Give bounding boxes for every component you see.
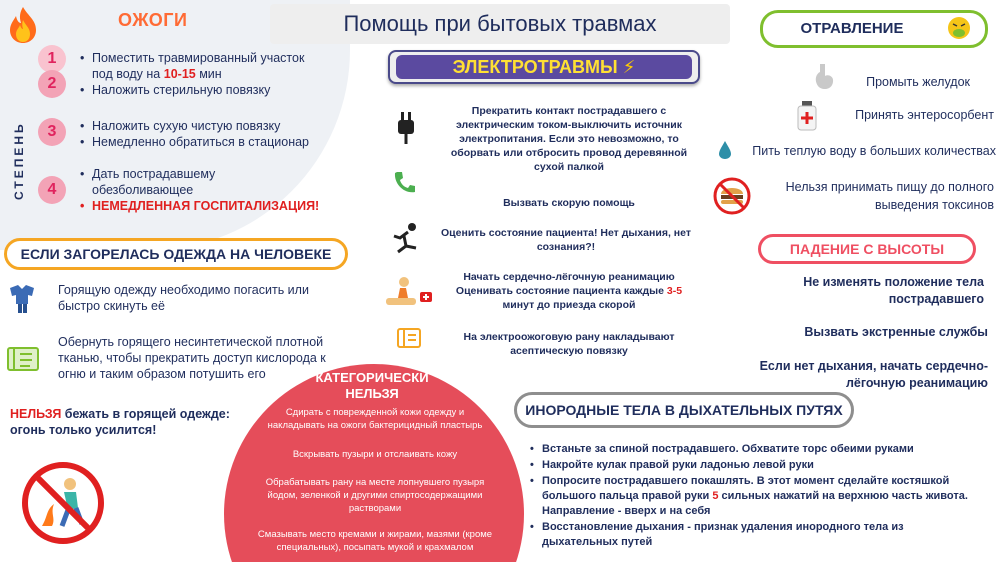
degree-4-text-2: • НЕМЕДЛЕННАЯ ГОСПИТАЛИЗАЦИЯ! — [80, 198, 340, 214]
forbidden-title: КАТЕГОРИЧЕСКИ НЕЛЬЗЯ — [315, 370, 429, 401]
foreign-item-4: • Восстановление дыхания - признак удаления инородного тела из дыхательных путей — [530, 520, 970, 550]
water-drop-icon — [718, 140, 732, 160]
poison-title-pill — [760, 10, 988, 48]
poison-item-1: Промыть желудок — [866, 75, 970, 89]
cpr-icon — [384, 274, 434, 308]
degree-1-pre: под воду на — [92, 67, 164, 81]
forbidden-item-4: Смазывать место кремами и жирами, мазями (кроме специальных), посыпать мукой и крахмалом — [257, 529, 493, 553]
clothes-fire-title: ЕСЛИ ЗАГОРЕЛАСЬ ОДЕЖДА НА ЧЕЛОВЕКЕ — [4, 238, 348, 270]
degree-3-list — [80, 118, 340, 150]
degree-1-minutes: 10-15 — [163, 67, 196, 81]
foreign-title: ИНОРОДНЫЕ ТЕЛА В ДЫХАТЕЛЬНЫХ ПУТЯХ — [514, 392, 854, 428]
electro-step-3: Оценить состояние пациента! Нет дыхания, нет сознания?! — [441, 227, 691, 253]
no-food-icon — [712, 176, 752, 216]
degree-1-2-list — [80, 50, 330, 98]
electro-step-4-line1: Начать сердечно-лёгочную реанимацию — [463, 271, 675, 283]
clothes-warning-rest: бежать в горящей одежде: огонь только усилится! — [10, 407, 230, 437]
degree-3-badge: 3 — [38, 118, 66, 146]
degree-label: СТЕПЕНЬ — [12, 121, 26, 200]
foreign-item-3-count: 5 — [712, 490, 719, 502]
electro-step-4-line2: Оценивать состояние пациента каждые — [455, 285, 667, 297]
electro-step-2: Вызвать скорую помощь — [503, 197, 635, 209]
degree-4-list — [80, 166, 340, 214]
degree-4-line2: обезболивающее — [92, 183, 194, 197]
degree-4-badge: 4 — [38, 176, 66, 204]
fall-item-3: Если нет дыхания, начать сердечно-лёгочную реанимацию — [759, 359, 988, 390]
electro-step-4 — [444, 270, 694, 312]
degree-1-line1: Поместить травмированный участок — [92, 51, 305, 65]
foreign-item-3-post: сильных нажатий на верхнюю часть живота. Направление - вверх и на себя — [542, 490, 968, 517]
degree-2-text: • Наложить стерильную повязку — [80, 82, 330, 98]
electro-title — [396, 55, 692, 79]
sick-face-icon — [947, 16, 971, 40]
poison-item-2: Принять энтеросорбент — [855, 108, 994, 122]
degree-1-post: мин — [195, 67, 222, 81]
electro-step-1: Прекратить контакт пострадавшего с электрическим током-выключить источник электропитания. Если это невозможно, то оборвать или отбросить провод деревянной сухой палкой — [450, 105, 688, 173]
fall-item-2: Вызвать экстренные службы — [804, 325, 988, 339]
degree-4-text-1 — [80, 166, 340, 198]
foreign-item-1: • Встаньте за спиной пострадавшего. Обхватите торс обеими руками — [530, 442, 970, 457]
blanket-icon — [6, 344, 40, 374]
fall-title: ПАДЕНИЕ С ВЫСОТЫ — [758, 234, 976, 264]
poison-item-3: Пить теплую воду в больших количествах — [752, 144, 996, 158]
forbidden-item-3: Обрабатывать рану на месте лопнувшего пузыря йодом, зеленкой и другими спиртосодержащими растворами — [265, 477, 485, 514]
degree-3-text-2: • Немедленно обратиться в стационар — [80, 134, 340, 150]
phone-icon — [392, 170, 416, 196]
degree-3-text-1: • Наложить сухую чистую повязку — [80, 118, 340, 134]
electro-title-text: ЭЛЕКТРОТРАВМЫ — [452, 57, 618, 77]
electro-step-4-line3: минут до приезда скорой — [502, 299, 636, 311]
burns-title: ОЖОГИ — [118, 10, 188, 30]
foreign-item-3 — [530, 474, 970, 519]
clothes-step-2: Обернуть горящего несинтетической плотной тканью, чтобы прекратить доступ кислорода к огню и таким образом потушить его — [58, 335, 326, 381]
foreign-item-3-pre: Попросите пострадавшего покашлять. В этот момент сделайте костяшкой большого пальца правой руки — [542, 475, 950, 502]
foreign-list — [530, 442, 970, 551]
plug-icon — [392, 110, 420, 146]
foreign-item-2: • Накройте кулак правой руки ладонью левой руки — [530, 458, 970, 473]
bandage-icon — [396, 326, 422, 350]
lightning-icon: ⚡ — [622, 57, 636, 77]
degree-2-badge: 2 — [38, 70, 66, 98]
forbidden-item-2: Вскрывать пузыри и отслаивать кожу — [292, 449, 458, 460]
degree-1-badge: 1 — [38, 45, 66, 73]
electro-step-4-minutes: 3-5 — [666, 285, 683, 297]
page-title: Помощь при бытовых травмах — [270, 4, 730, 44]
electro-title-box — [388, 50, 700, 84]
fire-icon — [6, 6, 40, 44]
degree-4-line1: Дать пострадавшему — [92, 167, 216, 181]
clothes-warning — [10, 406, 240, 438]
fall-item-1: Не изменять положение тела пострадавшего — [803, 275, 984, 306]
clothes-warning-red: НЕЛЬЗЯ — [10, 407, 62, 421]
clothes-step-1: Горящую одежду необходимо погасить или быстро скинуть её — [58, 283, 309, 313]
poison-item-4: Нельзя принимать пищу до полного выведения токсинов — [785, 180, 994, 212]
medicine-bottle-icon — [796, 100, 818, 132]
clothes-icon — [6, 282, 38, 314]
falling-person-icon — [390, 222, 420, 254]
no-running-icon — [20, 460, 106, 546]
forbidden-item-1: Сдирать с поврежденной кожи одежду и накладывать на ожоги бактерицидный пластырь — [267, 407, 483, 431]
electro-step-5: На электроожоговую рану накладывают асептическую повязку — [463, 331, 675, 357]
degree-1-text — [80, 50, 330, 82]
poison-title: ОТРАВЛЕНИЕ — [800, 20, 904, 37]
